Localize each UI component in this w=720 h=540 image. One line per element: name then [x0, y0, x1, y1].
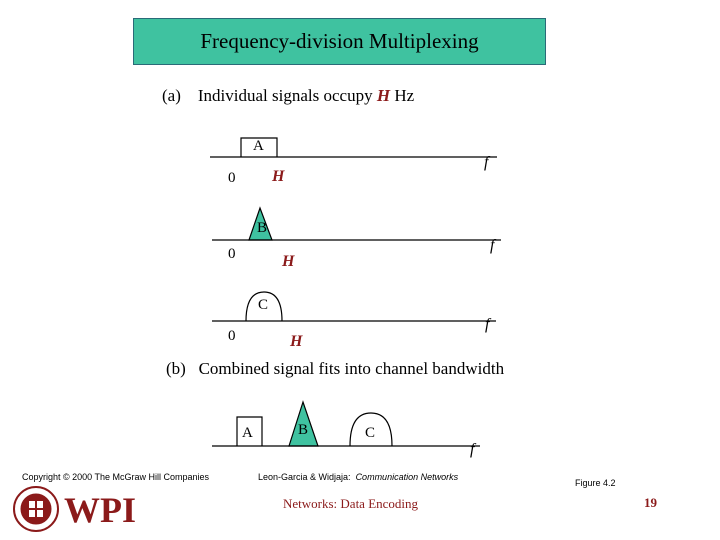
signal-a-h: H	[272, 168, 285, 185]
part-b-heading: (b) Combined signal fits into channel bandwidth	[166, 359, 505, 378]
wpi-logo	[12, 485, 147, 540]
signal-c-f: f	[485, 316, 490, 333]
signal-c-h: H	[290, 333, 303, 350]
part-a-heading: (a) Individual signals occupy H Hz	[162, 86, 415, 105]
citation: Leon-Garcia & Widjaja: Communication Networks	[258, 472, 459, 482]
signal-b-f: f	[490, 237, 495, 254]
logo-text: WPI	[64, 490, 136, 530]
signal-c-zero: 0	[228, 328, 236, 344]
combined-b-label: B	[298, 422, 309, 438]
signal-b-h: H	[282, 253, 295, 270]
title-text: Frequency-division Multiplexing	[200, 29, 479, 53]
signal-c-label: C	[258, 297, 269, 313]
signal-a-label: A	[253, 138, 264, 154]
footer-subtitle: Networks: Data Encoding	[283, 496, 419, 511]
signal-b-zero: 0	[228, 246, 236, 262]
figure-number: Figure 4.2	[575, 478, 616, 488]
copyright: Copyright © 2000 The McGraw Hill Companies	[22, 472, 210, 482]
combined-c-label: C	[365, 425, 376, 441]
combined-a-label: A	[242, 425, 253, 441]
signal-a-f: f	[484, 154, 489, 171]
signal-b-label: B	[257, 220, 268, 236]
page-number: 19	[644, 495, 657, 510]
combined-f: f	[470, 441, 475, 458]
signal-a-zero: 0	[228, 170, 236, 186]
